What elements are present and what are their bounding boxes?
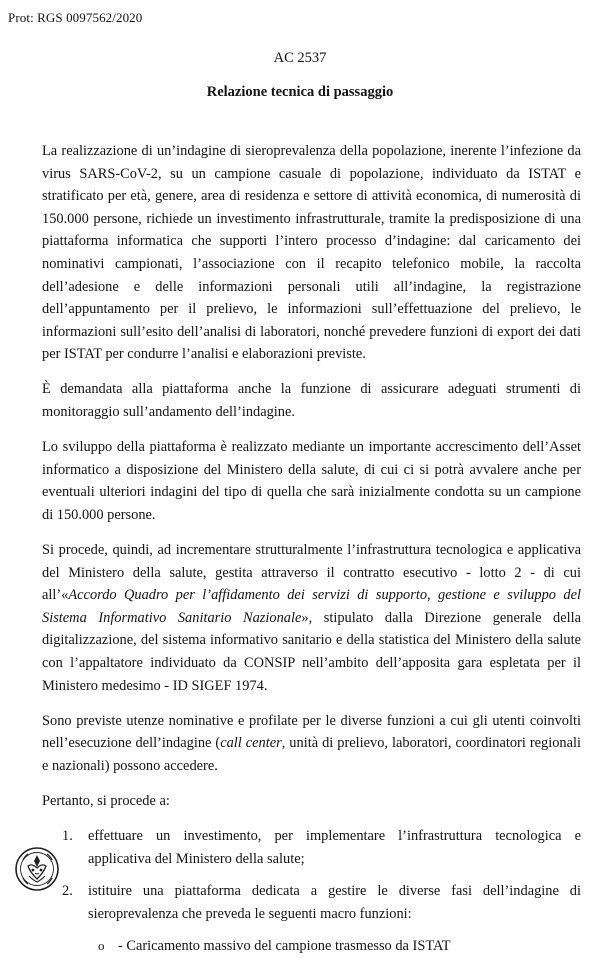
list-item [42,825,581,870]
list-item-number: 1. [62,828,73,845]
users-text-before: Sono previste utenze nominative e profilate per le diverse funzioni a cui gli utenti coinvolti nell’esecuzione dell’indagine ( [42,712,581,752]
sublist-item-text: - Caricamento massivo del campione trasmesso da ISTAT [118,938,451,955]
protocol-number: Prot: RGS 0097562/2020 [8,10,143,25]
paragraph-therefore: Pertanto, si procede a: [42,792,170,809]
seal-icon [14,846,60,892]
document-body [42,140,581,958]
sublist-item [98,935,581,958]
contract-text-before: Si procede, quindi, ad incrementare strutturalmente l’infrastruttura tecnologica e applicativa del Ministero della salute, gestita attraverso il contratto esecutivo - lotto 2 - di cui all’« [42,542,581,604]
list-item [42,880,581,925]
paragraph-intro: La realizzazione di un’indagine di sieroprevalenza della popolazione, inerente l’infezione da virus SARS-CoV-2, su un campione casuale di popolazione, individuato da ISTAT e stratificato per età, genere, area di residenza e settore di attività economica, di numerosità di 150.000 persone, richiede un investimento infrastrutturale, tramite la predisposizione di una piattaforma informatica che supporti l’intero processo d’indagine: dal caricamento dei nominativi campionati, l’associazione con il recapito telefonico mobile, la raccolta dell’adesione e delle informazioni personali utili all’indagine, la registrazione dell’appuntamento per il prelievo, le informazioni sull’effettuazione del prelievo, le informazioni sull’esito dell’analisi di laboratori, nonché prevedere funzioni di export dei dati per ISTAT per condurre l’analisi e elaborazioni previste. [42,143,581,363]
action-list [42,825,581,925]
sublist-bullet: o [98,938,105,954]
contract-agreement-title: Accordo Quadro per l’affidamento dei servizi di supporto, gestione e sviluppo del Sistema Informativo Sanitario Nazionale [42,587,581,626]
users-call-center: call center [220,735,282,752]
document-code: AC 2537 [273,50,327,66]
list-item-text: istituire una piattaforma dedicata a gestire le diverse fasi dell’indagine di sieroprevalenza che preveda le seguenti macro funzioni: [88,883,581,922]
paragraph-contract [42,539,581,697]
users-text-after: , unità di prelievo, laboratori, coordinatori regionali e nazionali) possono accedere. [42,735,581,774]
page-title: Relazione tecnica di passaggio [206,84,394,100]
contract-text-after: », stipulato dalla Direzione generale della digitalizzazione, del sistema informativo sanitario e della statistica del Ministero della salute con l’appaltatore individuato da CONSIP nell’ambito dell’apposita gara espletata per il Ministero medesimo - ID SIGEF 1974. [42,609,581,694]
paragraph-development: Lo sviluppo della piattaforma è realizzato mediante un importante accrescimento dell’Asset informatico a disposizione del Ministero della salute, di cui ci si potrà avvalere anche per eventuali ulteriori indagini del tipo di quella che sarà inizialmente condotta su un campione di 150.000 persone. [42,439,581,523]
list-item-number: 2. [62,883,73,900]
list-item-text: effettuare un investimento, per implementare l’infrastruttura tecnologica e applicativa del Ministero della salute; [88,828,581,867]
paragraph-monitoring: È demandata alla piattaforma anche la funzione di assicurare adeguati strumenti di monitoraggio sull’andamento dell’indagine. [42,381,581,421]
paragraph-users [42,710,581,778]
